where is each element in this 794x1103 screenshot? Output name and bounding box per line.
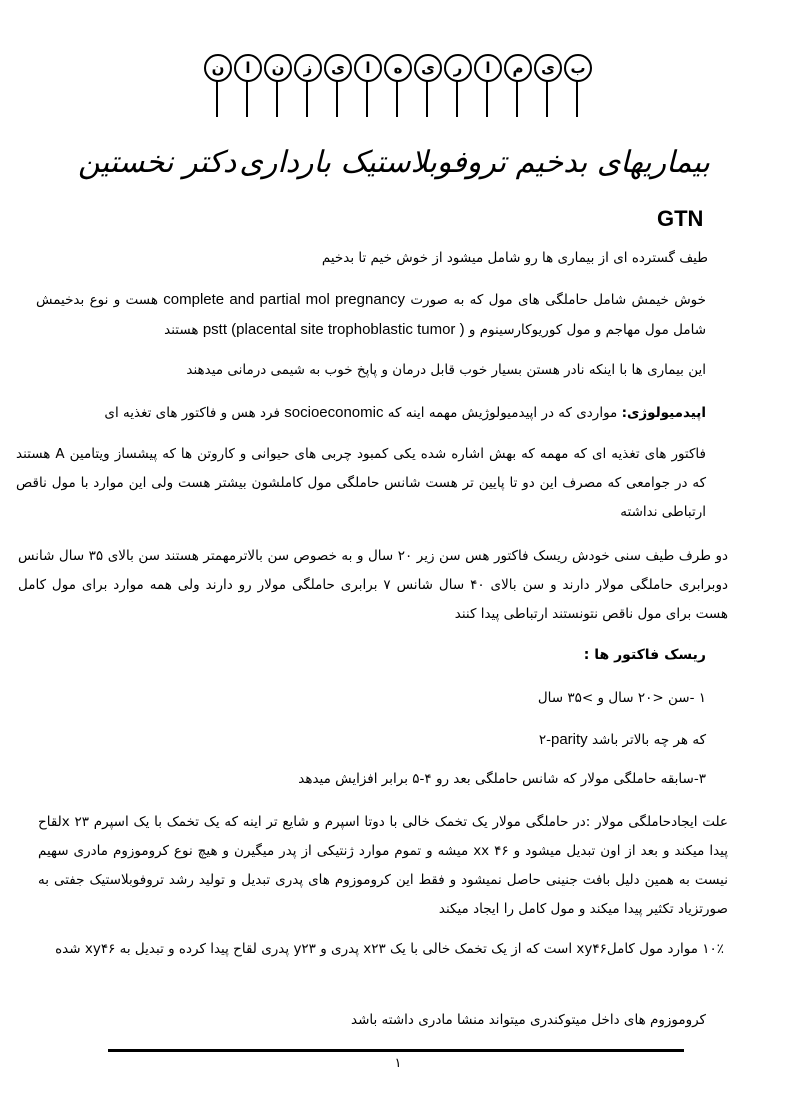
text-run: ۲- [538, 732, 551, 748]
balloon-letter [293, 50, 321, 118]
paragraph-8: ۱۰٪ موارد مول کاملxy۴۶ است که از یک تخمک خالی با یک x۲۳ پدری و y۲۳ پدری لقاح پیدا کرده و تبدیل به xy۴۶ شده [55, 941, 724, 957]
english-term: complete and partial mol pregnancy [163, 291, 406, 308]
balloon-glyph: ا [234, 54, 262, 82]
risk-item-3: ۳-سابقه حاملگی مولار که شانس حاملگی بعد رو ۴-۵ برابر افزایش میدهد [298, 771, 706, 787]
text-run: خوش خیمش شامل حاملگی های مول که به صورت [410, 292, 706, 308]
balloon-string [336, 81, 338, 117]
paragraph-3: این بیماری ها با اینکه نادر هستن بسیار خوب قابل درمان و پاپخ خوب به شیمی درمانی میدهند [186, 362, 706, 378]
paragraph-9: کروموزوم های داخل میتوکندری میتواند منشا مادری داشته باشد [351, 1012, 706, 1028]
balloon-letter [383, 50, 411, 118]
paragraph-2 [36, 285, 706, 345]
balloon-letter [533, 50, 561, 118]
balloon-glyph: ه [384, 54, 412, 82]
page-number: ۱ [394, 1056, 402, 1071]
balloon-string [216, 81, 218, 117]
english-term: pstt (placental site trophoblastic tumor ) [202, 321, 465, 338]
balloon-letter [353, 50, 381, 118]
balloon-letter [233, 50, 261, 118]
balloon-glyph: ر [444, 54, 472, 82]
balloon-string [246, 81, 248, 117]
risk-item-1: ۱ -سن <۲۰ سال و >۳۵ سال [537, 690, 706, 706]
author-name: دکتر نخستین [78, 145, 237, 180]
balloon-glyph: ا [354, 54, 382, 82]
risk-factors-heading: ریسک فاکتور ها : [583, 647, 706, 663]
balloon-letter [503, 50, 531, 118]
text-run: هستند [164, 322, 199, 338]
english-term: parity [550, 731, 588, 748]
paragraph-6: دو طرف طیف سنی خودش ریسک فاکتور هس سن زیر ۲۰ سال و به خصوص سن بالاترمهمتر هستند سن بالای ۳۵ سال شانس دوبرابری حاملگی مولار دارند و سن بالای ۴۰ سال شانس ۷ برابری حاملگی مولار رو دارند ولی همه موارد برای مول کامل هست برای مول ناقص نتونستند ارتباطی پیدا کنند [18, 548, 728, 622]
balloon-letter [563, 50, 591, 118]
balloon-glyph: ا [474, 54, 502, 82]
balloon-letter [323, 50, 351, 118]
balloon-glyph: ی [414, 54, 442, 82]
balloon-string [276, 81, 278, 117]
balloon-glyph: ی [534, 54, 562, 82]
balloon-string [366, 81, 368, 117]
balloon-string [486, 81, 488, 117]
balloon-string [426, 81, 428, 117]
balloon-string [306, 81, 308, 117]
text-run: که هر چه بالاتر باشد [591, 732, 706, 748]
balloon-string [396, 81, 398, 117]
balloon-string [456, 81, 458, 117]
balloon-letter [473, 50, 501, 118]
balloon-glyph: ب [564, 54, 592, 82]
epidemiology-label: اپیدمیولوژی: [621, 405, 706, 421]
balloon-glyph: ز [294, 54, 322, 82]
title-line [60, 145, 710, 191]
balloon-letter [203, 50, 231, 118]
balloon-glyph: ی [324, 54, 352, 82]
section-heading: GTN [657, 206, 704, 231]
balloon-glyph: م [504, 54, 532, 82]
text-run: فرد هس و فاکتور های تغذیه ای [104, 405, 280, 421]
footer-rule [108, 1049, 684, 1052]
paragraph-7: علت ایجادحاملگی مولار :در حاملگی مولار یک تخمک خالی با دوتا اسپرم و شایع تر اینه که یک تخمک با یک اسپرم ۲۳ xلقاح پیدا میکند و بعد از اون تبدیل میشود و ۴۶ xx میشه و تموم موارد ژنتیکی از پدر میگیرن و هیچ نوع کروموزوم مادری سهیم نیست به همین دلیل بافت جنینی حاصل نمیشود و فقط این کروموزوم های پدری تبدیل و تولید رشد تروفوبلاستیک جفتی به صورتزیاد تکثیر پیدا میکند و مول کامل را ایجاد میکند [38, 814, 728, 917]
balloon-string [516, 81, 518, 117]
balloon-letter [263, 50, 291, 118]
text-run: هست و نوع بدخیمش شامل مول مهاجم و مول کوریوکارسینوم و [36, 292, 706, 338]
balloon-string [576, 81, 578, 117]
paragraph-5: فاکتور های تغذیه ای که مهمه که بهش اشاره شده یکی کمبود چربی های حیوانی و کاروتن ها که پیشساز ویتامین A هستند که در جوامعی که مصرف این دو تا پایین تر هست شانس حاملگی مول کاملشون بیشتر هست ولی این موارد با مول ناقص ارتباطی نداشته [16, 446, 707, 520]
paragraph-4 [46, 398, 706, 428]
balloon-string [546, 81, 548, 117]
paragraph-1: طیف گسترده ای از بیماری ها رو شامل میشود از خوش خیم تا بدخیم [321, 250, 708, 266]
balloon-glyph: ن [264, 54, 292, 82]
english-term: socioeconomic [284, 404, 384, 421]
balloon-glyph: ن [204, 54, 232, 82]
balloon-letter [443, 50, 471, 118]
balloon-title [200, 50, 594, 122]
text-run: مواردی که در اپیدمیولوژیش مهمه اینه که [387, 405, 618, 421]
page-title: بیماریهای بدخیم تروفوبلاستیک بارداری [239, 145, 710, 180]
risk-item-2 [206, 725, 706, 755]
balloon-letter [413, 50, 441, 118]
